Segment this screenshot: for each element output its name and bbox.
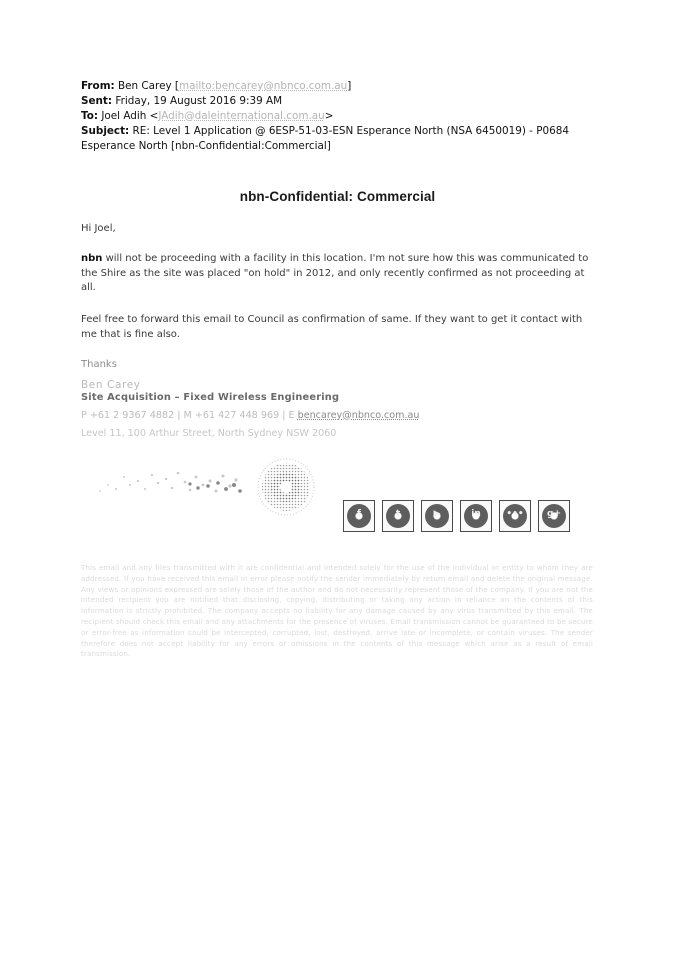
paragraph-2: Feel free to forward this email to Council as confirmation of same. If they want to get it contact with me that is fine also. [81,314,583,340]
subject-label: Subject: [81,125,130,137]
facebook-button[interactable]: f [343,500,375,532]
to-close: > [324,110,334,122]
email-disclaimer: This email and any files transmitted with it are confidential and intended solely for the use of the individual or entity to whom they are addressed. If you have received this email in error please notify the sender immediately by return email and delete the original message. Any views or opinions expressed are solely those of the author and do not necessarily represent those of the company. If you are not the intended recipient you are notified that disclosing, copying, distributing or taking any action in reliance on the contents of this information is strictly prohibited. The company accepts no liability for any damage caused by any virus transmitted by this email. The recipient should check this email and any attachments for the presence of viruses. Email transmission cannot be guaranteed to be secure or error-free as information could be intercepted, corrupted, lost, destroyed, arrive late or incomplete, or contain viruses. The sender therefore does not accept liability for any errors or omissions in the contents of this message which arise as a result of email transmission. [81,564,593,659]
paragraph-1 [81,252,593,296]
sent-line [81,94,282,109]
from-close: ] [347,80,352,92]
subject-text-1: RE: Level 1 Application @ 6ESP-51-03-ESN Esperance North (NSA 6450019) - P0684 [132,125,569,137]
from-name: Ben Carey [ [118,80,179,92]
google-plus-button[interactable]: g+ [538,500,570,532]
signature-phone: P +61 2 9367 4882 | M +61 427 448 969 | E [81,410,298,421]
blog-button[interactable]: ••• [499,500,531,532]
to-name: Joel Adih < [101,110,159,122]
from-email-link[interactable]: mailto:bencarey@nbnco.com.au [178,80,348,92]
twitter-button[interactable]: t [382,500,414,532]
greeting: Hi Joel, [81,223,116,234]
to-label: To: [81,110,99,122]
sent-value: Friday, 19 August 2016 9:39 AM [115,95,283,107]
subject-line [81,124,569,139]
nbn-brand-text: nbn [81,253,103,264]
closing: Thanks [81,359,117,370]
nbn-logo-graphic [90,455,320,520]
from-line [81,79,351,94]
linkedin-button[interactable]: in [460,500,492,532]
subject-line-2 [81,139,331,154]
sent-label: Sent: [81,95,113,107]
subject-text-2: Esperance North [nbn-Confidential:Commercial] [81,140,331,152]
classification-heading: nbn-Confidential: Commercial [239,189,436,204]
signature-name: Ben Carey [81,379,141,391]
youtube-button[interactable]: ▶ [421,500,453,532]
signature-address: Level 11, 100 Arthur Street, North Sydney NSW 2060 [81,428,337,439]
paragraph-1-text: will not be proceeding with a facility in this location. I'm not sure how this was communicated to the Shire as the site was placed "on hold" in 2012, and only recently confirmed as not proceeding at all. [81,253,589,294]
signature-email-link[interactable]: bencarey@nbnco.com.au [297,410,420,421]
signature-role: Site Acquisition – Fixed Wireless Engineering [81,392,340,403]
to-line [81,109,333,124]
from-label: From: [81,80,115,92]
to-email-link[interactable]: JAdih@daleinternational.com.au [158,110,325,122]
signature-contact [81,410,420,421]
